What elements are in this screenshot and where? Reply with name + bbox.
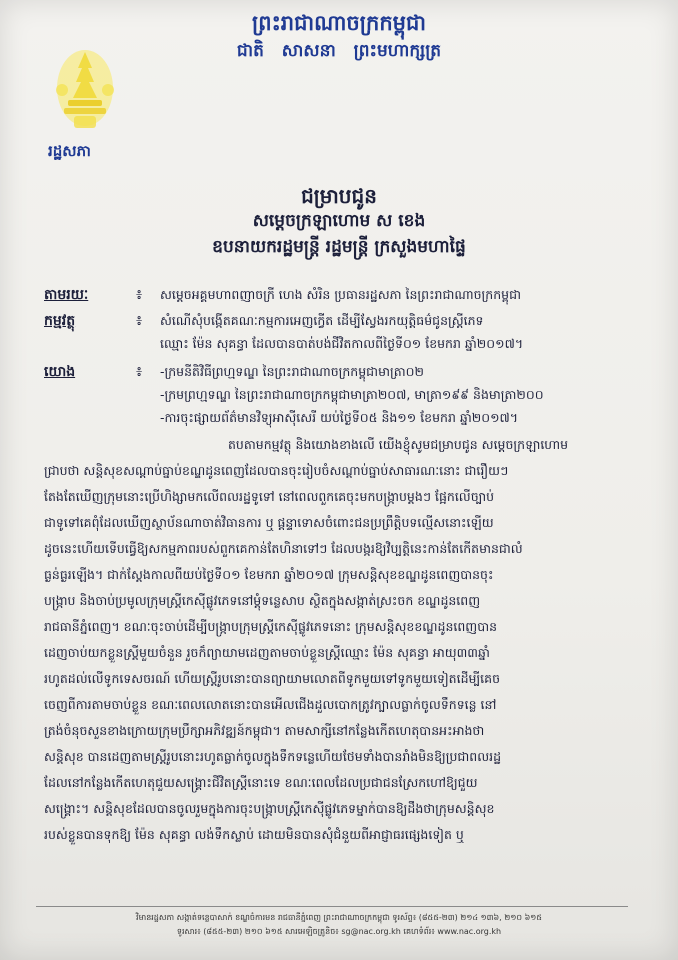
- body-line: ធ្ងន់ធ្ងរឡើង។ ជាក់ស្ដែងកាលពីយប់ថ្ងៃទី០១ ខែមករា ឆ្នាំ២០១៧ ក្រុមសន្តិសុខខណ្ឌដូនពេញបានចុះ: [44, 567, 494, 582]
- body-line: បង្ក្រាប និងចាប់ប្រមូលក្រុមស្ត្រីកេស៊ីផ្លូវភេទនៅម្ដុំទន្លេសាប ស្ថិតក្នុងសង្កាត់ស្រះចក ខណ្ឌដូនពេញ: [44, 593, 481, 608]
- reference-line-2: -ក្រមព្រហ្មទណ្ឌ នៃព្រះរាជាណាចក្រកម្ពុជាមាត្រា២០៧, មាត្រា១៩៩ និងមាត្រា២០០: [160, 387, 544, 402]
- recipient-name: សម្ដេចក្រឡាហោម ស ខេង: [252, 211, 426, 231]
- body-line: ត្រង់ចំនុចសួនខាងក្រោយក្រុមប្រឹក្សាអភិវឌ្ឍន៍កម្ពុជា។ តាមសាក្សីនៅកន្លែងកើតហេតុបានអះអាងថា: [44, 723, 485, 738]
- letter-title: ជម្រាបជូន: [301, 184, 377, 208]
- body-line: តបតាមកម្មវត្ថុ និងយោងខាងលើ យើងខ្ញុំសូមជម្រាបជូន សម្ដេចក្រឡាហោម: [228, 437, 569, 452]
- footer-divider: [36, 906, 628, 907]
- footer-contact: ទូរសារ៖ (៨៥៥-២៣) ២១០ ៦១៥ សារអេឡិចត្រូនិច៖ sg@nac.org.kh គេហទំព័រ៖ www.nac.org.kh: [176, 927, 502, 936]
- body-line: ជាទូទៅគេពុំដែលឃើញស្ថាប័នណាចាត់វិធានការ ឬ ផ្ដន្ទាទោសចំពោះជនប្រព្រឹត្តិបទល្មើសនោះឡើយ: [44, 515, 494, 530]
- from-text: សម្ដេចអគ្គមហាពញាចក្រី ហេង សំរិន ប្រធានរដ្ឋសភា នៃព្រះរាជាណាចក្រកម្ពុជា: [160, 287, 521, 302]
- national-motto: ជាតិ សាសនា ព្រះមហាក្សត្រ: [236, 41, 442, 61]
- reference-colon: ៖: [136, 364, 143, 380]
- subject-label: កម្មវត្ថុ: [44, 313, 76, 329]
- organization-name: រដ្ឋសភា: [48, 142, 91, 160]
- body-line: ចេញពីការតាមចាប់ខ្លួន ខណៈពេលលោតនោះបានអើលជើងដួលបោកត្រូវក្បាលធ្លាក់ចូលទឹកទន្លេ នៅ: [44, 697, 497, 712]
- kingdom-heading: ព្រះរាជាណាចក្រកម្ពុជា: [251, 11, 426, 35]
- body-line: សន្តិសុខ បានដេញតាមស្ត្រីរូបនោះរហូតធ្លាក់ចូលក្នុងទឹកទន្លេហើយថែមទាំងបានរាំងមិនឱ្យប្រជាពលរដ្ឋ: [44, 749, 502, 764]
- body-line: រហូតដល់លើទូកទេសចរណ៍ ហើយស្ត្រីរូបនោះបានព្យាយាមលោតពីទូកមួយទៅទូកមួយទៀតដើម្បីគេច: [44, 671, 500, 686]
- recipient-position: ឧបនាយករដ្ឋមន្ត្រី រដ្ឋមន្ត្រី ក្រសួងមហាផ្ទៃ: [212, 237, 466, 257]
- body-line: សង្គ្រោះ។ សន្តិសុខដែលបានចូលរួមក្នុងការចុះបង្ក្រាបស្ត្រីកេស៊ីផ្លូវភេទម្នាក់បានឱ្យដឹងថាក្រុមសន្តិសុខ: [44, 801, 495, 816]
- subject-colon: ៖: [136, 313, 143, 329]
- reference-line-3: -ការចុះផ្សាយព័ត៌មានវិទ្យុអាស៊ីសេរី យប់ថ្ងៃទី០៥ និង១១ ខែមករា ឆ្នាំ២០១៧។: [160, 410, 519, 425]
- from-label: តាមរយៈ: [44, 287, 89, 303]
- body-line: ដេញចាប់យកខ្លួនស្ត្រីមួយចំនួន រួចក៏ព្យាយាមដេញតាមចាប់ខ្លួនស្ត្រីឈ្មោះ ម៉ែន សុគន្ធា អាយុ៣៣ឆ្នាំ: [44, 645, 490, 660]
- subject-line-2: ឈ្មោះ ម៉ែន សុគន្ធា ដែលបានបាត់បង់ជីវិតកាលពីថ្ងៃទី០១ ខែមករា ឆ្នាំ២០១៧។: [160, 336, 524, 351]
- from-colon: ៖: [136, 287, 143, 303]
- body-line: រាជធានីភ្នំពេញ។ ខណៈចុះចាប់ដើម្បីបង្ក្រាបក្រុមស្ត្រីកេស៊ីផ្លូវភេទនោះ ក្រុមសន្តិសុខខណ្ឌដូនពេញបាន: [44, 619, 498, 634]
- subject-line-1: សំណើសុំបង្កើតគណៈកម្មការអេញក្វើត ដើម្បីស្វែងរកយុត្តិធម៌ជូនស្ត្រីភេទ: [160, 313, 484, 328]
- body-line: តែងតែឃើញក្រុមនោះប្រើហិង្សាមកលើពលរដ្ឋទូទៅ នៅពេលពួកគេចុះមកបង្ក្រាបម្ដងៗ ផ្អែកលើច្បាប់: [44, 489, 495, 504]
- footer-address: វិមានរដ្ឋសភា សង្កាត់ទន្លេបាសាក់ ខណ្ឌចំការមន រាជធានីភ្នំពេញ ព្រះរាជាណាចក្រកម្ពុជា ទូរស័ព្ទ៖ (៨៥៥-២៣) ២១៤ ១៣៦, ២១០ ៦១៥: [136, 913, 542, 922]
- reference-label: យោង: [44, 364, 76, 380]
- body-line: ដែលនៅកន្លែងកើតហេតុជួយសង្គ្រោះជីវិតស្ត្រីនោះទេ ខណៈពេលដែលប្រជាជនស្រែកហៅឱ្យជួយ: [44, 775, 478, 790]
- body-line: របស់ខ្លួនបានទុកឱ្យ ម៉ែន សុគន្ធា លង់ទឹកស្លាប់ ដោយមិនបានសុំជំនួយពីអាជ្ញាធរផ្សេងទៀត ឬ: [44, 827, 464, 842]
- royal-emblem-icon: [52, 48, 118, 134]
- body-line: ដូចនេះហើយទើបធ្វើឱ្យសកម្មភាពរបស់ពួកគេកាន់តែហិនាទៅៗ ដែលបង្ករឱ្យវិប្បត្តិនេះកាន់តែកើតមានជាលំ: [44, 541, 523, 556]
- body-line: ជ្រាបថា សន្តិសុខសណ្ដាប់ធ្នាប់ខណ្ឌដូនពេញដែលបានចុះរៀបចំសណ្ដាប់ធ្នាប់សាធារណៈនោះ ជារឿយៗ: [44, 463, 509, 478]
- reference-line-1: -ក្រមនីតិវិធីព្រហ្មទណ្ឌ នៃព្រះរាជាណាចក្រកម្ពុជាមាត្រា០២: [160, 364, 424, 379]
